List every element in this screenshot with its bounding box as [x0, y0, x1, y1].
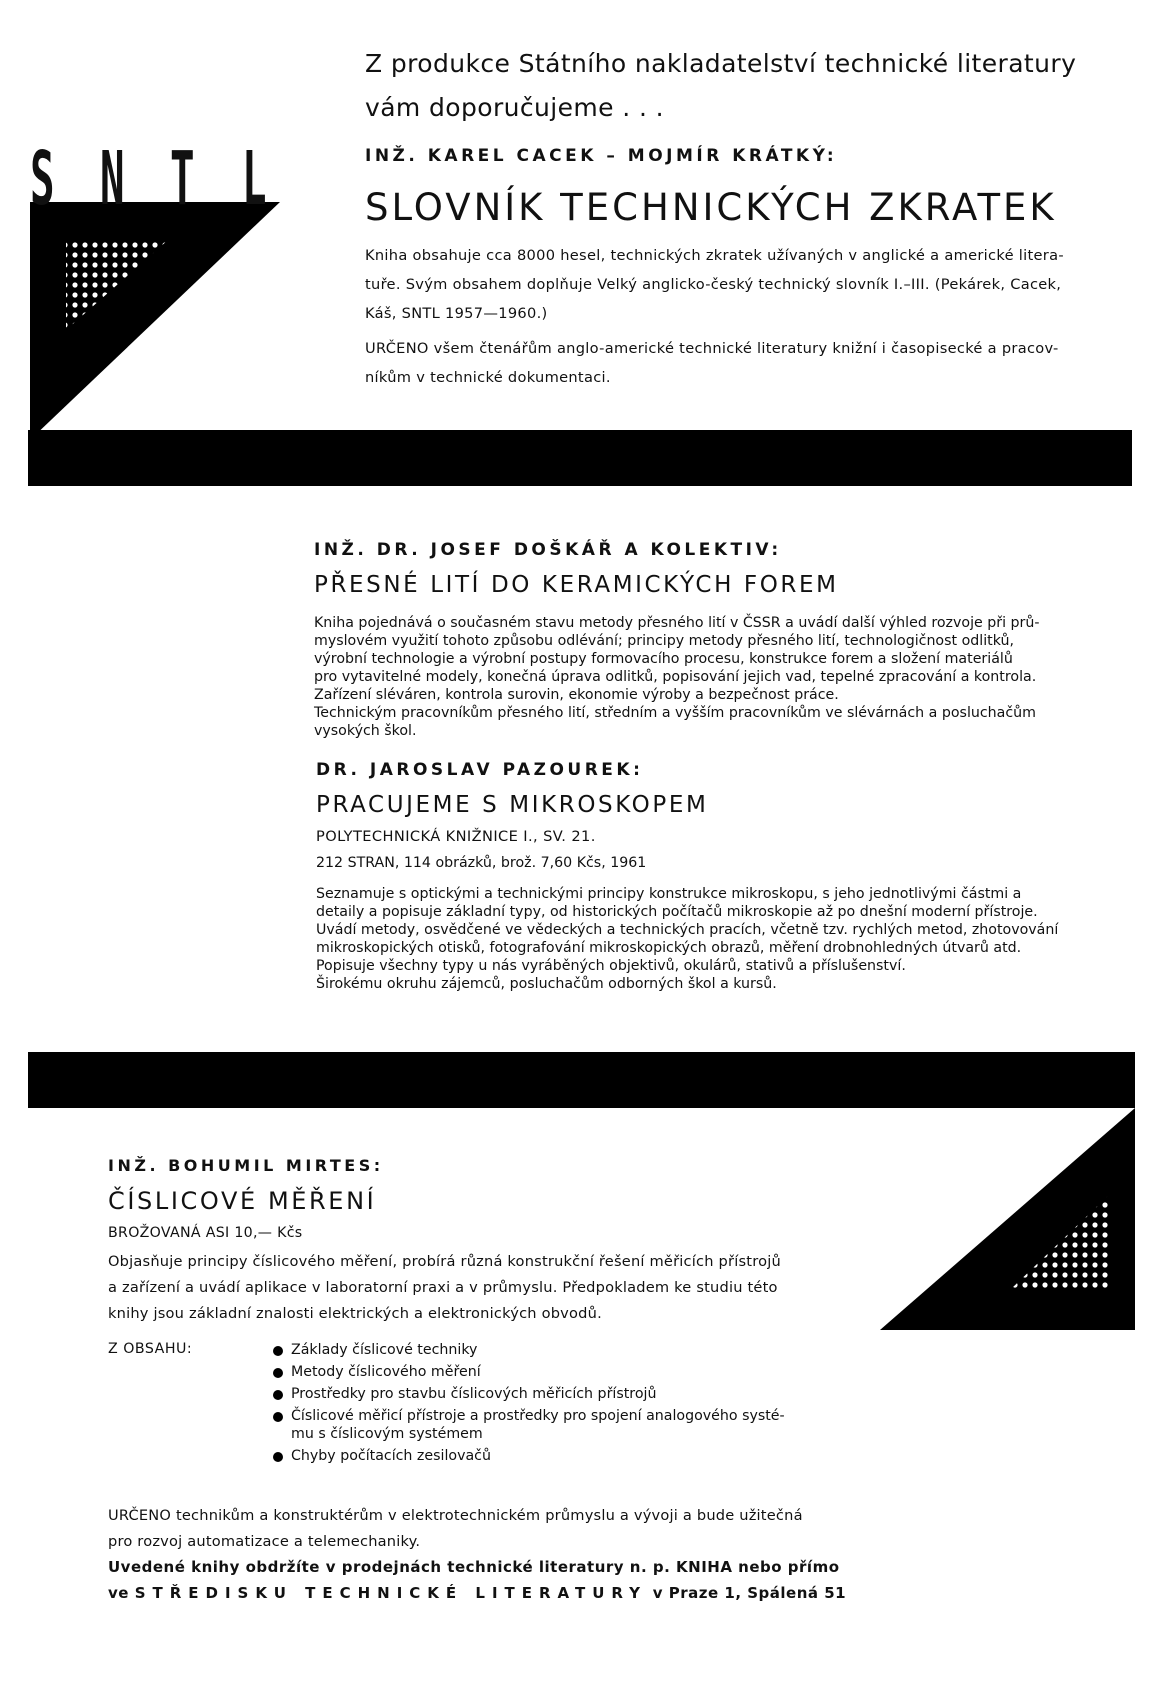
book-4-desc-line: knihy jsou základní znalosti elektrických a elektronických obvodů. [108, 1305, 602, 1322]
contents-item [273, 1385, 813, 1403]
footer-prefix: ve [108, 1584, 129, 1602]
book-1-target [365, 334, 1065, 392]
book-1-title: SLOVNÍK TECHNICKÝCH ZKRATEK [365, 186, 1057, 229]
book-3-desc-line: Popisuje všechny typy u nás vyráběných objektivů, okulárů, stativů a příslušenství. [316, 958, 906, 974]
contents-item-text: Základy číslicové techniky [291, 1342, 478, 1358]
book-4-contents [108, 1341, 868, 1491]
book-3-title: PRACUJEME S MIKROSKOPEM [316, 792, 709, 818]
footer-note [108, 1554, 868, 1606]
book-3-series: POLYTECHNICKÁ KNIŽNICE I., SV. 21. [316, 828, 596, 845]
logo-letters [30, 136, 290, 223]
book-4-target [108, 1503, 868, 1555]
book-3 [316, 760, 1076, 993]
book-1-author: INŽ. KAREL CACEK – MOJMÍR KRÁTKÝ: [365, 146, 838, 166]
contents-item-text: Chyby počítacích zesilovačů [291, 1448, 491, 1464]
intro-line-2: vám doporučujeme . . . [365, 93, 664, 122]
book-1 [365, 146, 1065, 392]
book-2-title: PŘESNÉ LITÍ DO KERAMICKÝCH FOREM [314, 572, 839, 598]
footer-center-name: STŘEDISKU TECHNICKÉ LITERATURY [134, 1584, 648, 1602]
book-4 [108, 1156, 868, 1555]
contents-item-text: Metody číslicového měření [291, 1364, 481, 1380]
book-3-desc-line: detaily a popisuje základní typy, od historických počítačů mikroskopie až po dnešní moderní přístroje. [316, 904, 1038, 920]
book-2-desc-line: Kniha pojednává o současném stavu metody přesného lití v ČSSR a uvádí další výhled rozvoje při prů- [314, 615, 1040, 631]
book-2-description [314, 614, 1074, 740]
logo-letter-t: T [170, 136, 195, 223]
book-1-description [365, 241, 1065, 328]
book-3-details: 212 STRAN, 114 obrázků, brož. 7,60 Kčs, 1961 [316, 855, 647, 871]
book-4-desc-line: a zařízení a uvádí aplikace v laboratorní praxi a v průmyslu. Předpokladem ke studiu této [108, 1279, 778, 1296]
book-2-desc-line: Technickým pracovníkům přesného lití, středním a vyšším pracovníkům ve slévárnách a posluchačům [314, 705, 1036, 721]
book-4-author: INŽ. BOHUMIL MIRTES: [108, 1156, 384, 1175]
book-4-target-line: pro rozvoj automatizace a telemechaniky. [108, 1533, 421, 1550]
footer-line-2 [108, 1580, 868, 1606]
contents-item-text: Číslicové měřicí přístroje a prostředky pro spojení analogového systé- mu s číslicovým systémem [291, 1408, 785, 1442]
intro-line-1: Z produkce Státního nakladatelství technické literatury [365, 49, 1077, 78]
book-1-desc-line: tuře. Svým obsahem doplňuje Velký anglicko-český technický slovník I.–III. (Pekárek, Cacek, [365, 276, 1062, 293]
book-3-desc-line: Širokému okruhu zájemců, posluchačům odborných škol a kursů. [316, 976, 777, 992]
book-3-desc-line: Uvádí metody, osvědčené ve vědeckých a technických pracích, včetně tzv. rychlých metod, zhotovování [316, 922, 1059, 938]
book-3-description [316, 885, 1076, 993]
book-3-author: DR. JAROSLAV PAZOUREK: [316, 760, 644, 780]
footer-line-1: Uvedené knihy obdržíte v prodejnách technické literatury n. p. KNIHA nebo přímo [108, 1558, 840, 1576]
logo-letter-n: N [100, 136, 125, 223]
bullet-icon [273, 1390, 283, 1400]
book-1-target-line: URČENO všem čtenářům anglo-americké technické literatury knižní i časopisecké a pracov- [365, 340, 1059, 357]
book-4-desc-line: Objasňuje principy číslicového měření, probírá různá konstrukční řešení měřicích přístrojů [108, 1253, 781, 1270]
book-2-author: INŽ. DR. JOSEF DOŠKÁŘ A KOLEKTIV: [314, 540, 782, 560]
book-2-desc-line: Zařízení sléváren, kontrola surovin, ekonomie výroby a bezpečnost práce. [314, 687, 839, 703]
book-4-title: ČÍSLICOVÉ MĚŘENÍ [108, 1187, 377, 1215]
book-4-target-line: URČENO technikům a konstruktérům v elektrotechnickém průmyslu a vývoji a bude užitečná [108, 1507, 803, 1524]
book-3-desc-line: Seznamuje s optickými a technickými principy konstrukce mikroskopu, s jeho jednotlivými částmi a [316, 886, 1022, 902]
contents-item [273, 1363, 813, 1381]
contents-item [273, 1407, 813, 1443]
logo-letter-l: L [242, 136, 267, 223]
book-4-description [108, 1249, 868, 1327]
contents-item [273, 1341, 813, 1359]
bullet-icon [273, 1346, 283, 1356]
book-2-desc-line: výrobní technologie a výrobní postupy formovacího procesu, konstrukce forem a složení materiálů [314, 651, 1013, 667]
contents-item [273, 1447, 813, 1465]
book-1-desc-line: Káš, SNTL 1957—1960.) [365, 305, 548, 322]
book-2-desc-line: myslovém využití tohoto způsobu odlévání; principy metody přesného lití, technologičnost odlitků, [314, 633, 1014, 649]
bullet-icon [273, 1368, 283, 1378]
book-3-desc-line: mikroskopických otisků, fotografování mikroskopických obrazů, měření drobnohledných útvarů atd. [316, 940, 1022, 956]
book-2-desc-line: vysokých škol. [314, 723, 417, 739]
contents-label: Z OBSAHU: [108, 1341, 193, 1357]
contents-item-text: Prostředky pro stavbu číslicových měřicích přístrojů [291, 1386, 657, 1402]
bullet-icon [273, 1452, 283, 1462]
book-2 [314, 540, 1074, 740]
footer-address: v Praze 1, Spálená 51 [652, 1584, 847, 1602]
logo-letter-s: S [30, 136, 55, 223]
book-2-desc-line: pro vytavitelné modely, konečná úprava odlitků, popisování jejich vad, tepelné zpracování a kontrola. [314, 669, 1037, 685]
contents-list [273, 1341, 813, 1469]
book-1-target-line: níkům v technické dokumentaci. [365, 369, 611, 386]
book-4-price: BROŽOVANÁ ASI 10,— Kčs [108, 1225, 303, 1241]
bullet-icon [273, 1412, 283, 1422]
intro-text [365, 42, 1085, 130]
book-1-desc-line: Kniha obsahuje cca 8000 hesel, technických zkratek užívaných v anglické a americké litera- [365, 247, 1064, 264]
